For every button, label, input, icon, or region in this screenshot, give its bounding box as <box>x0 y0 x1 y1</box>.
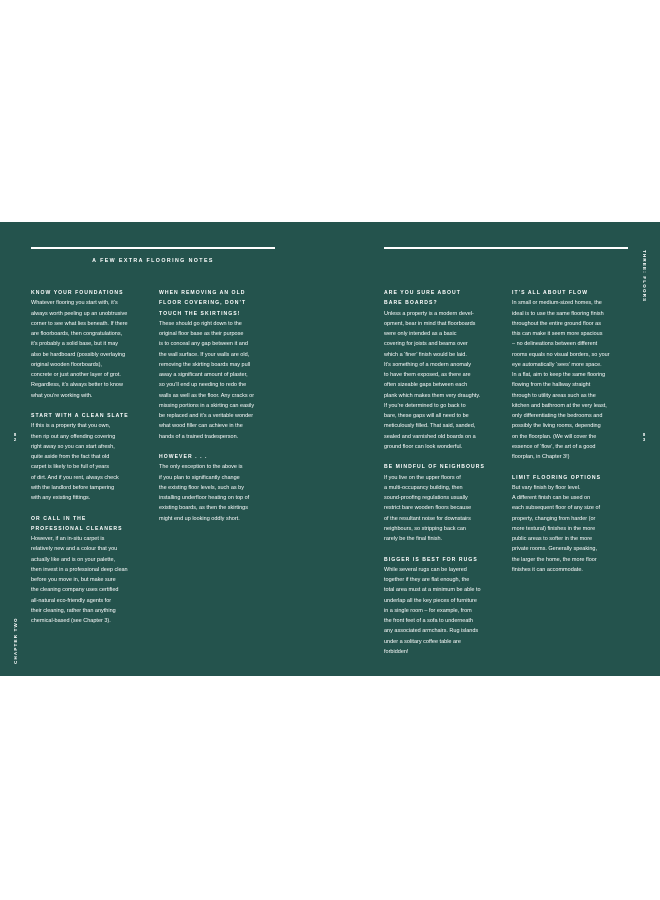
text-line: total area must at a minimum be able to <box>384 587 481 594</box>
text-line: neighbours, so stripping back can <box>384 525 466 532</box>
body-paragraph <box>384 473 504 545</box>
text-line: finishes it can accommodate. <box>512 566 583 573</box>
text-line: It’s something of a modern anomaly <box>384 361 472 368</box>
text-column-4 <box>512 288 632 575</box>
section-title: A FEW EXTRA FLOORING NOTES <box>92 258 214 264</box>
text-line: Unless a property is a modern devel- <box>384 310 474 317</box>
text-line: the front feet of a sofa to underneath <box>384 618 473 624</box>
text-line: so you’ll end up needing to redo the <box>159 382 247 389</box>
block-spacer <box>512 462 632 472</box>
text-line: in a single room – for example, from <box>384 607 472 614</box>
text-line: removing the skirting boards may pull <box>159 361 251 368</box>
subheading-line: BE MINDFUL OF NEIGHBOURS <box>384 464 485 471</box>
text-line: is to conceal any gap between it and <box>159 341 248 348</box>
text-line: of the resultant noise for downstairs <box>384 515 471 522</box>
text-line: In small or medium-sized homes, the <box>512 300 602 307</box>
text-line: be replaced and it’s a veritable wonder <box>159 413 254 419</box>
subheading-line: OR CALL IN THE <box>31 515 87 522</box>
text-line: always worth peeling up an unobtrusive <box>31 310 128 317</box>
text-line: together if they are flat enough, the <box>384 577 470 583</box>
text-line: These should go right down to the <box>159 320 242 327</box>
text-line: flowing from the hallway straight <box>512 382 591 389</box>
left-top-rule <box>31 247 275 249</box>
text-line: original wooden floorboards), <box>31 361 102 368</box>
text-line: But vary finish by floor level. <box>512 484 581 491</box>
text-column-3 <box>384 288 504 657</box>
text-line: this can make it seem more spacious <box>512 331 603 337</box>
text-line: property, changing from harder (or <box>512 515 596 522</box>
text-line: to have them exposed, as there are <box>384 372 471 378</box>
book-spread <box>0 222 660 676</box>
text-line: then rip out any offending covering <box>31 433 116 440</box>
subheading <box>31 411 151 421</box>
body-paragraph <box>31 298 151 401</box>
text-line: the wall surface. If your walls are old, <box>159 351 250 358</box>
text-line: what wood filler can achieve in the <box>159 423 243 430</box>
text-line: A different finish can be used on <box>512 495 591 501</box>
text-line: with any existing fittings. <box>31 495 91 501</box>
text-column-2 <box>159 288 279 524</box>
body-paragraph <box>512 298 632 462</box>
block-spacer <box>31 503 151 513</box>
text-line: If you’re determined to go back to <box>384 402 466 409</box>
left-running-head: CHAPTER TWO <box>13 617 18 664</box>
block-spacer <box>159 442 279 452</box>
text-line: If you live on the upper floors of <box>384 474 461 481</box>
text-line: the larger the home, the more floor <box>512 556 597 563</box>
text-line: before you move in, but make sure <box>31 577 116 583</box>
text-line: right away so you can start afresh, <box>31 443 115 450</box>
subheading <box>31 288 151 298</box>
body-paragraph <box>159 319 279 442</box>
text-line: were only intended as a basic <box>384 331 457 337</box>
text-line: all-natural eco-friendly agents for <box>31 597 112 604</box>
text-line: each subsequent floor of any size of <box>512 505 601 512</box>
text-line: missing portions in a skirting can easily <box>159 402 255 409</box>
text-line: which a ‘finer’ finish would be laid. <box>384 351 467 358</box>
text-line: public areas to softer in the more <box>512 536 593 542</box>
text-line: ideal is to use the same flooring finish <box>512 310 604 317</box>
text-line: installing underfloor heating on top of <box>159 495 250 501</box>
text-line: However, if an in-situ carpet is <box>31 536 105 542</box>
text-line: are floorboards, then congratulations, <box>31 331 123 337</box>
text-line: it’s probably a solid base, but it may <box>31 341 119 348</box>
text-line: bare, these gaps will all need to be <box>384 413 469 419</box>
subheading-line: WHEN REMOVING AN OLD <box>159 290 246 296</box>
subheading-line: PROFESSIONAL CLEANERS <box>31 525 123 532</box>
text-line: opment, bear in mind that floorboards <box>384 320 476 327</box>
body-paragraph <box>31 421 151 503</box>
subheading <box>512 473 632 483</box>
subheading-line: HOWEVER . . . <box>159 454 208 460</box>
text-line: concrete or just another layer of grot. <box>31 372 121 378</box>
left-page-number-digit: 2 <box>13 437 17 442</box>
body-paragraph <box>384 309 504 453</box>
text-line: If this is a property that you own, <box>31 423 111 430</box>
text-line: restrict bare wooden floors because <box>384 505 472 512</box>
text-line: existing boards, as then the skirtings <box>159 505 248 512</box>
text-line: through to utility areas such as the <box>512 392 596 399</box>
text-line: might end up looking oddly short. <box>159 515 240 522</box>
subheading-line: BIGGER IS BEST FOR RUGS <box>384 556 478 563</box>
text-line: rarely be the final finish. <box>384 536 443 542</box>
text-line: The only exception to the above is <box>159 464 243 471</box>
body-paragraph <box>159 462 279 524</box>
text-column-1 <box>31 288 151 626</box>
text-line: corner to see what lies beneath. If there <box>31 320 128 327</box>
subheading <box>384 555 504 565</box>
right-page-number-digit: 8 <box>642 432 646 437</box>
text-line: eye automatically ‘sees’ more space. <box>512 361 602 368</box>
text-line: relatively new and a colour that you <box>31 546 118 553</box>
text-line: with the landlord before tampering <box>31 484 115 491</box>
text-line: ground floor can look wonderful. <box>384 443 463 450</box>
right-running-head: THREE: FLOORS <box>642 250 647 303</box>
text-line: their cleaning, rather than anything <box>31 607 116 614</box>
subheading-line: IT’S ALL ABOUT FLOW <box>512 290 589 296</box>
text-line: sound-proofing regulations usually <box>384 495 468 501</box>
subheading <box>159 288 279 319</box>
subheading-line: TOUCH THE SKIRTINGS! <box>159 310 241 317</box>
right-top-rule <box>384 247 628 249</box>
text-line: away a significant amount of plaster, <box>159 372 248 378</box>
right-page-number <box>641 432 647 442</box>
block-spacer <box>31 401 151 411</box>
block-spacer <box>384 452 504 462</box>
text-line: forbidden! <box>384 648 409 655</box>
subheading-line: FLOOR COVERING, DON’T <box>159 300 247 307</box>
subheading-line: START WITH A CLEAN SLATE <box>31 413 129 419</box>
text-line: – no delineations between different <box>512 341 598 348</box>
text-line: quite aside from the fact that old <box>31 454 110 460</box>
subheading <box>384 462 504 472</box>
text-line: often sizeable gaps between each <box>384 382 468 389</box>
text-line: on the floorplan. (We will cover the <box>512 433 597 440</box>
text-line: a multi-occupancy building, then <box>384 484 463 491</box>
text-line: under a solitary coffee table are <box>384 638 461 645</box>
text-line: While several rugs can be layered <box>384 566 467 573</box>
text-line: actually like and is on your palette, <box>31 556 116 563</box>
body-paragraph <box>384 565 504 657</box>
text-line: more textural) finishes in the more <box>512 525 596 532</box>
text-line: sealed and varnished old boards on a <box>384 433 476 440</box>
subheading <box>384 288 504 309</box>
left-page-number <box>12 432 18 442</box>
text-line: meticulously filled. That said, sanded, <box>384 423 476 430</box>
text-line: then invest in a professional deep clean <box>31 566 128 573</box>
subheading-line: KNOW YOUR FOUNDATIONS <box>31 290 124 296</box>
subheading-line: LIMIT FLOORING OPTIONS <box>512 474 602 481</box>
block-spacer <box>384 544 504 554</box>
text-line: plank which makes them very draughty. <box>384 392 481 399</box>
text-line: walls as well as the floor. Any cracks or <box>159 392 255 399</box>
text-line: rooms equals no visual borders, so your <box>512 351 610 358</box>
text-line: carpet is likely to be full of years <box>31 464 109 471</box>
text-line: chemical-based (see Chapter 3). <box>31 618 111 624</box>
text-line: also be hardboard (possibly overlaying <box>31 351 126 358</box>
text-line: covering for joists and beams over <box>384 341 468 348</box>
text-line: Whatever flooring you start with, it’s <box>31 300 118 307</box>
text-line: any associated armchairs. Rug islands <box>384 628 479 635</box>
text-line: the cleaning company uses certified <box>31 587 119 594</box>
text-line: Regardless, it’s always better to know <box>31 382 123 389</box>
text-line: throughout the entire ground floor as <box>512 320 601 327</box>
text-line: In a flat, aim to keep the same flooring <box>512 372 606 378</box>
subheading <box>512 288 632 298</box>
text-line: if you plan to significantly change <box>159 474 240 481</box>
body-paragraph <box>512 483 632 575</box>
text-line: kitchen and bathroom at the very least, <box>512 402 607 409</box>
right-page-number-digit: 3 <box>642 437 646 442</box>
subheading-line: ARE YOU SURE ABOUT <box>384 290 461 296</box>
text-line: underlap all the key pieces of furniture <box>384 597 477 604</box>
text-line: essence of ‘flow’, the art of a good <box>512 443 596 450</box>
text-line: what you’re working with. <box>31 392 93 399</box>
text-line: hands of a trained tradesperson. <box>159 433 239 440</box>
text-line: original floor base as their purpose <box>159 331 244 337</box>
text-line: possibly the living rooms, depending <box>512 423 601 430</box>
subheading <box>159 452 279 462</box>
text-line: private rooms. Generally speaking, <box>512 546 597 553</box>
text-line: of dirt. And if you rent, always check <box>31 474 119 481</box>
body-paragraph <box>31 534 151 626</box>
subheading-line: BARE BOARDS? <box>384 300 438 307</box>
text-line: floorplan, in Chapter 3!) <box>512 454 570 460</box>
left-page-number-digit: 8 <box>13 432 17 437</box>
subheading <box>31 514 151 535</box>
text-line: the existing floor levels, such as by <box>159 484 244 491</box>
text-line: only differentiating the bedrooms and <box>512 413 603 419</box>
